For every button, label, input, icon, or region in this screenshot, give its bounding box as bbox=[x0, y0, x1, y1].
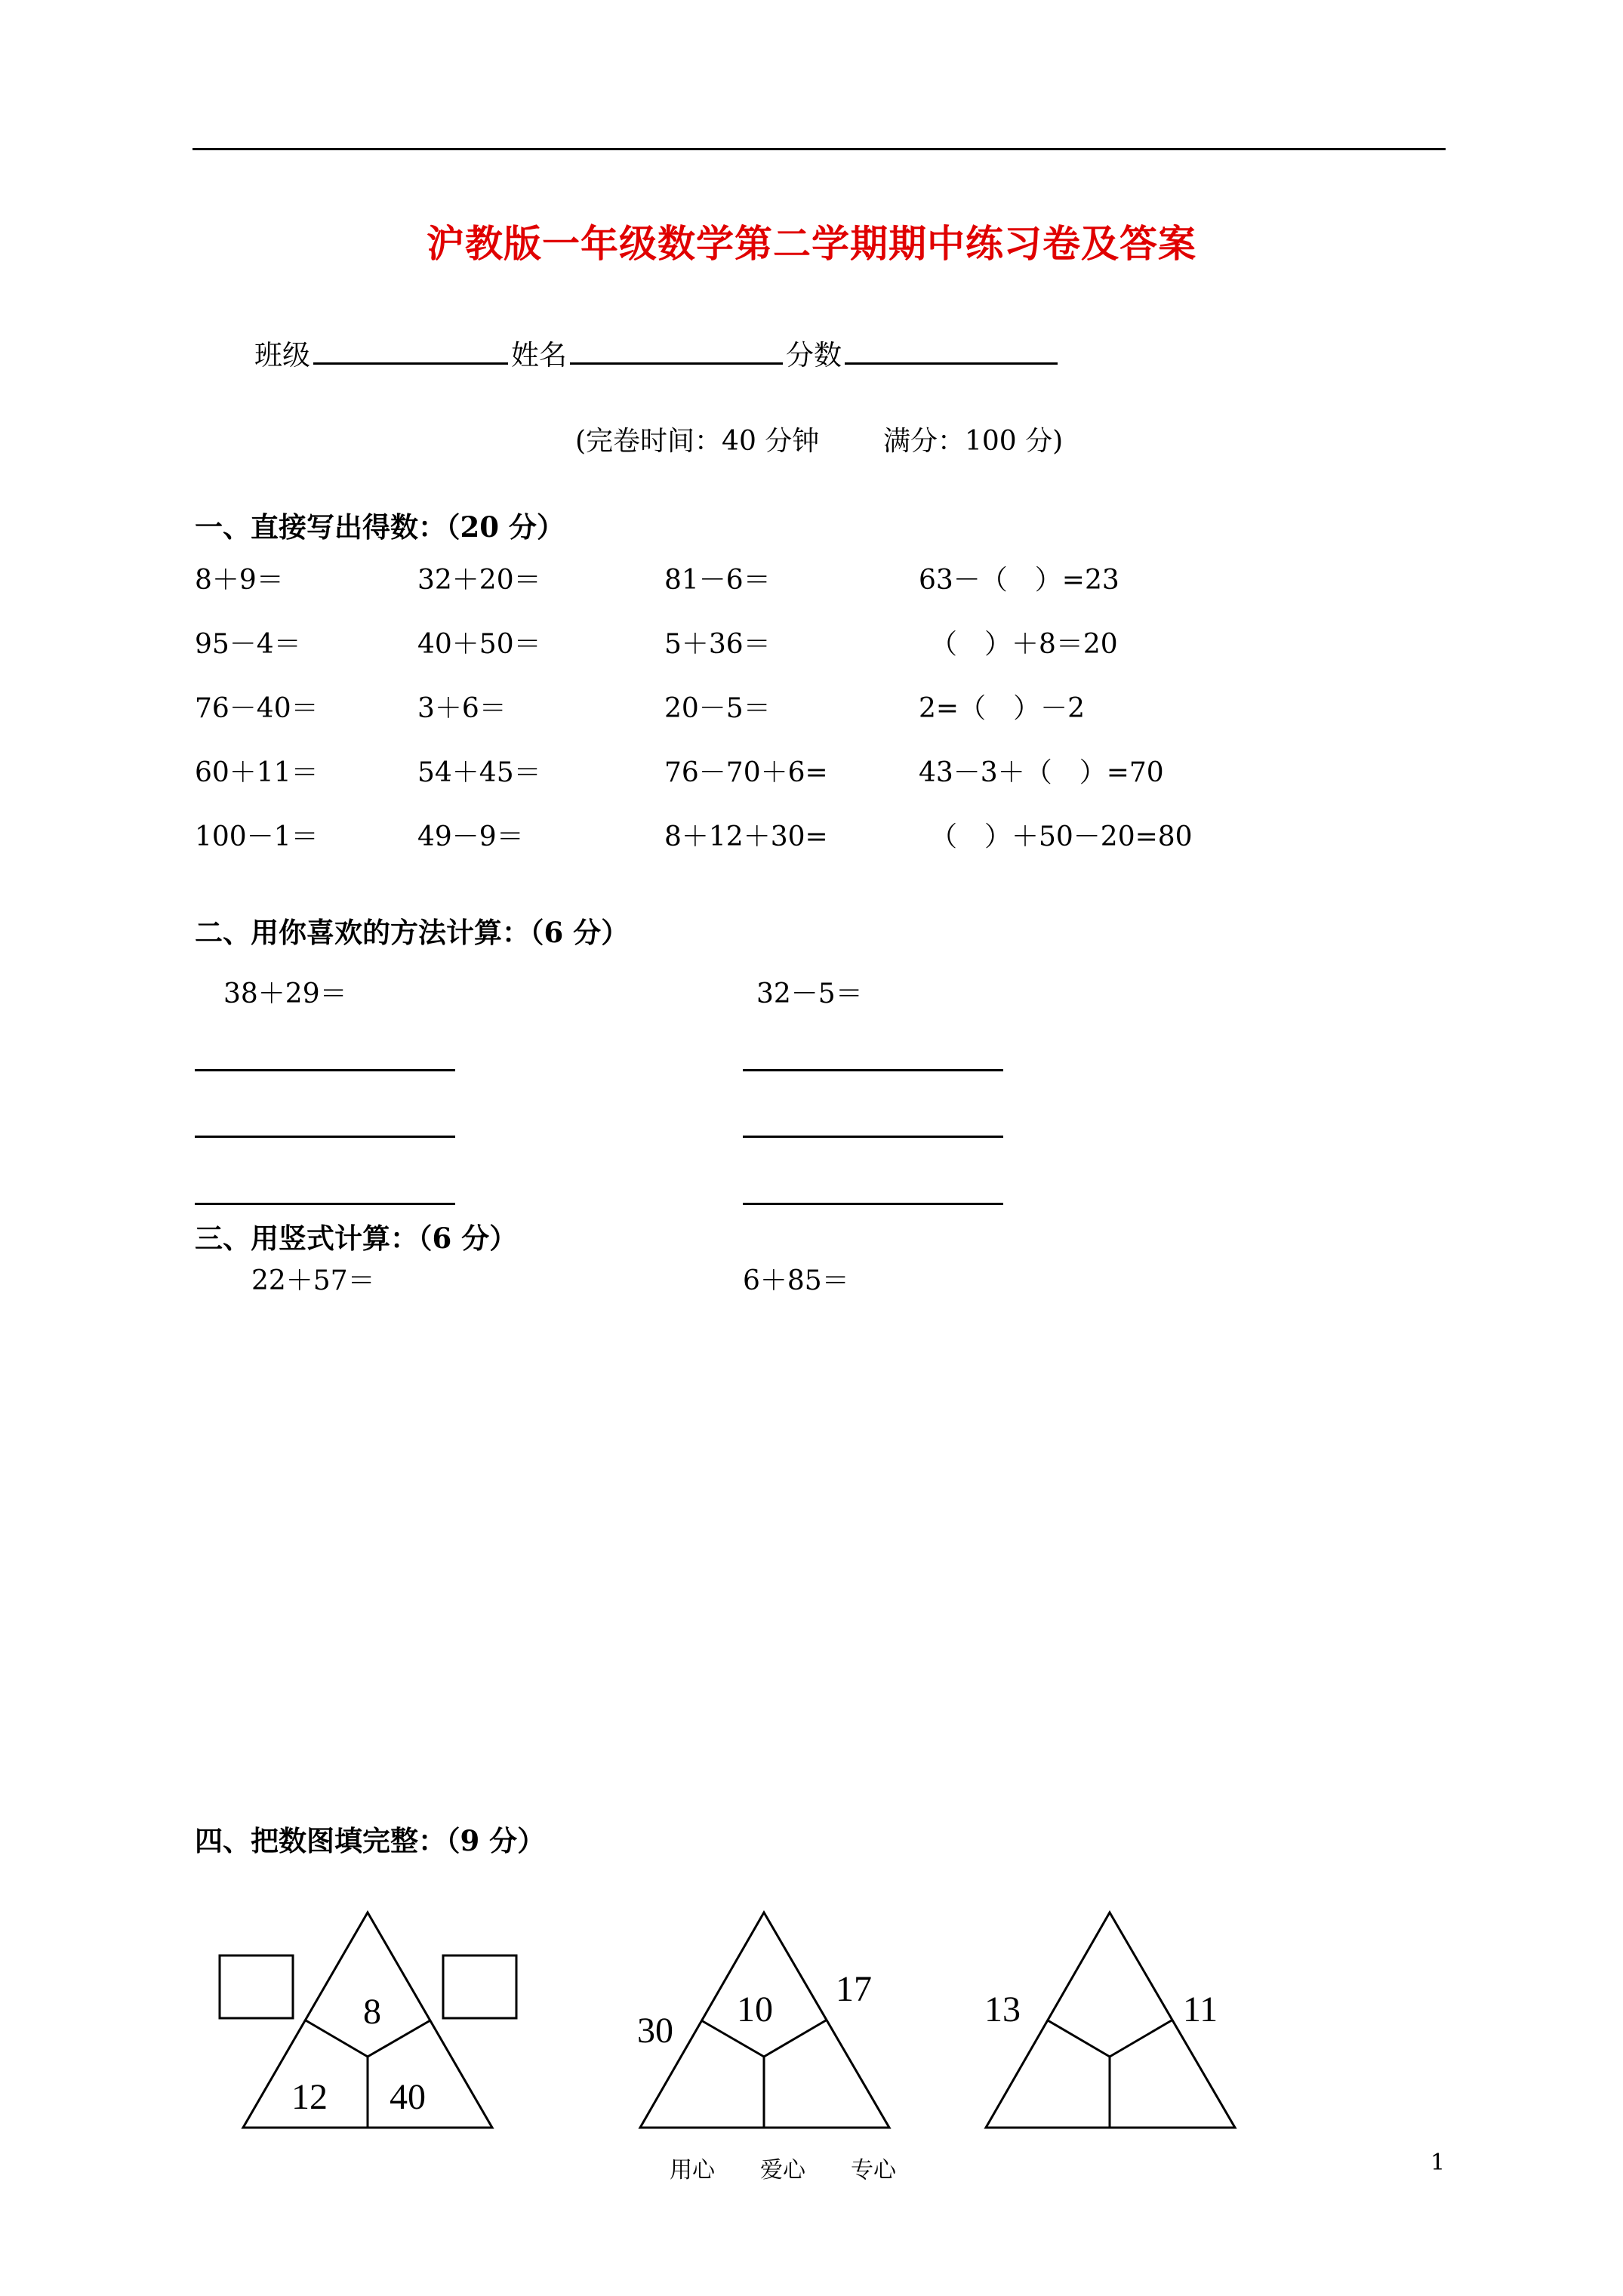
s1-r2-c2: 40＋50＝ bbox=[417, 629, 541, 660]
s1-r1-c3: 81－6＝ bbox=[664, 565, 771, 596]
s2-problem-1: 38＋29＝ bbox=[223, 978, 347, 1009]
diagram3-left-outside-value: 13 bbox=[984, 1989, 1021, 2029]
s1-r1-c4: 63－（ ）=23 bbox=[919, 565, 1119, 596]
section4-heading: 四、把数图填完整：（9 分） bbox=[195, 1824, 546, 1857]
s1-r3-c2: 3＋6＝ bbox=[417, 693, 507, 724]
section1-heading: 一、直接写出得数：（20 分） bbox=[195, 510, 565, 544]
s1-r2-c1: 95－4＝ bbox=[195, 629, 301, 660]
s1-r2-c3: 5＋36＝ bbox=[664, 629, 771, 660]
s1-r3-c4: 2=（ ）－2 bbox=[919, 693, 1085, 724]
partition-line bbox=[1110, 2020, 1172, 2057]
partition-line bbox=[306, 2020, 368, 2057]
partition-line bbox=[1048, 2020, 1110, 2057]
s3-problem-2: 6＋85＝ bbox=[743, 1265, 849, 1296]
diagram1-bottom-right-value: 40 bbox=[390, 2077, 426, 2117]
s3-problem-1: 22＋57＝ bbox=[251, 1265, 375, 1296]
s1-r5-c2: 49－9＝ bbox=[417, 821, 524, 852]
score-label: 分数 bbox=[786, 339, 842, 371]
name-label: 姓名 bbox=[511, 339, 567, 371]
s1-r4-c1: 60＋11＝ bbox=[195, 757, 319, 788]
s1-r3-c1: 76－40＝ bbox=[195, 693, 319, 724]
class-label: 班级 bbox=[254, 339, 310, 371]
diagram1-bottom-left-value: 12 bbox=[291, 2077, 328, 2117]
s2-problem-2: 32－5＝ bbox=[756, 978, 863, 1009]
s1-r2-c4: （ ）＋8＝20 bbox=[930, 629, 1118, 660]
s1-r4-c3: 76－70＋6= bbox=[664, 757, 828, 788]
diagram2-top-value: 10 bbox=[737, 1989, 773, 2029]
page-number: 1 bbox=[1431, 2150, 1446, 2176]
s1-r5-c3: 8＋12＋30= bbox=[664, 821, 828, 852]
diagram1-top-value: 8 bbox=[363, 1992, 381, 2032]
s1-r1-c1: 8＋9＝ bbox=[195, 565, 284, 596]
page-title: 沪教版一年级数学第二学期期中练习卷及答案 bbox=[427, 221, 1196, 266]
s1-r5-c1: 100－1＝ bbox=[195, 821, 319, 852]
exam-time: (完卷时间：40 分钟 bbox=[575, 426, 820, 457]
s1-r4-c2: 54＋45＝ bbox=[417, 757, 541, 788]
s1-r1-c2: 32＋20＝ bbox=[417, 565, 541, 596]
s1-r4-c4: 43－3＋（ ）=70 bbox=[919, 757, 1164, 788]
left-answer-box[interactable] bbox=[220, 1955, 293, 2018]
right-answer-box[interactable] bbox=[443, 1955, 516, 2018]
section3-heading: 三、用竖式计算：（6 分） bbox=[195, 1222, 518, 1255]
exam-full-marks: 满分：100 分) bbox=[883, 426, 1064, 457]
diagram3-right-outside-value: 11 bbox=[1182, 1989, 1218, 2029]
footer-motto: 用心 爱心 专心 bbox=[670, 2157, 896, 2184]
partition-line bbox=[764, 2020, 826, 2057]
diagram2-right-outside-value: 17 bbox=[836, 1969, 872, 2009]
diagram2-left-outside-value: 30 bbox=[637, 2011, 673, 2051]
s1-r3-c3: 20－5＝ bbox=[664, 693, 771, 724]
s1-r5-c4: （ ）＋50－20=80 bbox=[930, 821, 1193, 852]
section2-heading: 二、用你喜欢的方法计算：（6 分） bbox=[195, 916, 630, 949]
